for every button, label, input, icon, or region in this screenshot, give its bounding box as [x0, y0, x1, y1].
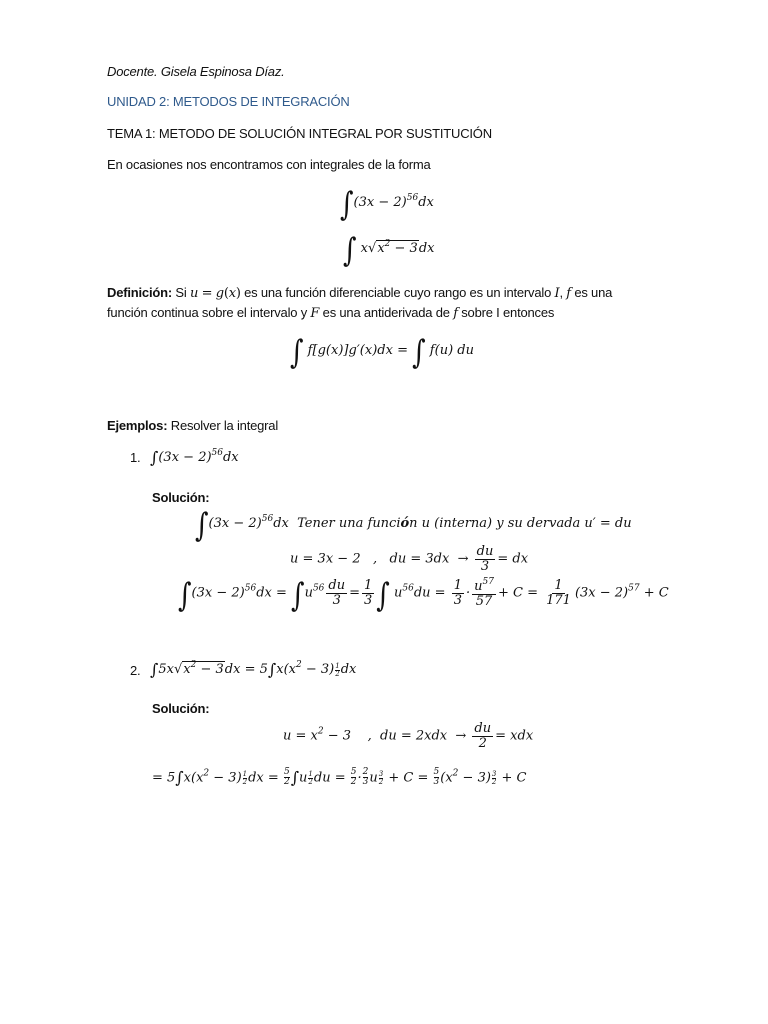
- example-1-step-3: $\int(3x - 2)^{56}dx = \int u^{56}$ $\frac{du}{3}$ = $\frac{1}{3}$ ∫ $u^{56}du$ = $\frac{1}{3}$ · $\frac{u^{57}}{57}$ + C = $\frac{1}{171}$ $(3x - 2)^{57} + C$: [178, 576, 669, 615]
- intro-sentence: En ocasiones nos encontramos con integrales de la forma: [107, 157, 431, 172]
- teacher-name: Docente. Gisela Espinosa Díaz.: [107, 64, 285, 79]
- example-2-step-1: $u = x^2 - 3$ , du = 2xdx → $\frac{du}{2}$ = xdx: [283, 721, 534, 751]
- example-1-step-2: u = 3x − 2 , du = 3dx → $\frac{du}{3}$ = dx: [290, 544, 529, 574]
- unit-title: UNIDAD 2: METODOS DE INTEGRACIÓN: [107, 94, 350, 109]
- definition-line-2: función continua sobre el intervalo y F es una antiderivada de f sobre I entonces: [107, 305, 555, 321]
- example-2-step-2: = $5\int x(x^2 - 3)$ $\frac{1}{2}$ dx = $\frac{5}{2}$ ∫u $\frac{1}{2}$ du = $\frac{5}{2}$ · $\frac{2}{3}$ u $\frac{3}{2}$ + C = $\frac{5}{3}$ $(x^2 - 3)$ $\frac{3}{2}$ + C: [152, 767, 527, 788]
- example-2-number: 2.: [130, 663, 141, 678]
- example-1-solution-label: Solución:: [152, 490, 210, 505]
- examples-instruction: Resolver la integral: [170, 418, 279, 433]
- intro-integral-2: ∫ $x√x^2 - 3dx$: [343, 232, 435, 270]
- examples-heading: [107, 418, 278, 433]
- examples-label: Ejemplos:: [107, 418, 168, 433]
- example-2-problem: $\int 5x√x^2 - 3dx = 5\int x(x^2 - 3)$ $\frac{1}{2}$ dx: [150, 660, 357, 679]
- example-1-step-1: $\int(3x - 2)^{56}dx$ Tener una función u (interna) y su dervada u′ = du: [195, 507, 632, 545]
- definition-line-1: Definición: Si u = g(x) es una función diferenciable cuyo rango es un intervalo I, f es una: [107, 285, 613, 301]
- substitution-formula: ∫ f[g(x)]g′(x)dx = ∫ f(u) du: [290, 334, 474, 372]
- definition-label: Definición:: [107, 285, 172, 300]
- intro-integral-1: $\int(3x - 2)^{56}dx$: [340, 186, 434, 224]
- topic-title: TEMA 1: METODO DE SOLUCIÓN INTEGRAL POR SUSTITUCIÓN: [107, 126, 492, 141]
- example-2-solution-label: Solución:: [152, 701, 210, 716]
- example-1-problem: $\int(3x - 2)^{56}dx$: [150, 448, 239, 467]
- example-1-number: 1.: [130, 450, 141, 465]
